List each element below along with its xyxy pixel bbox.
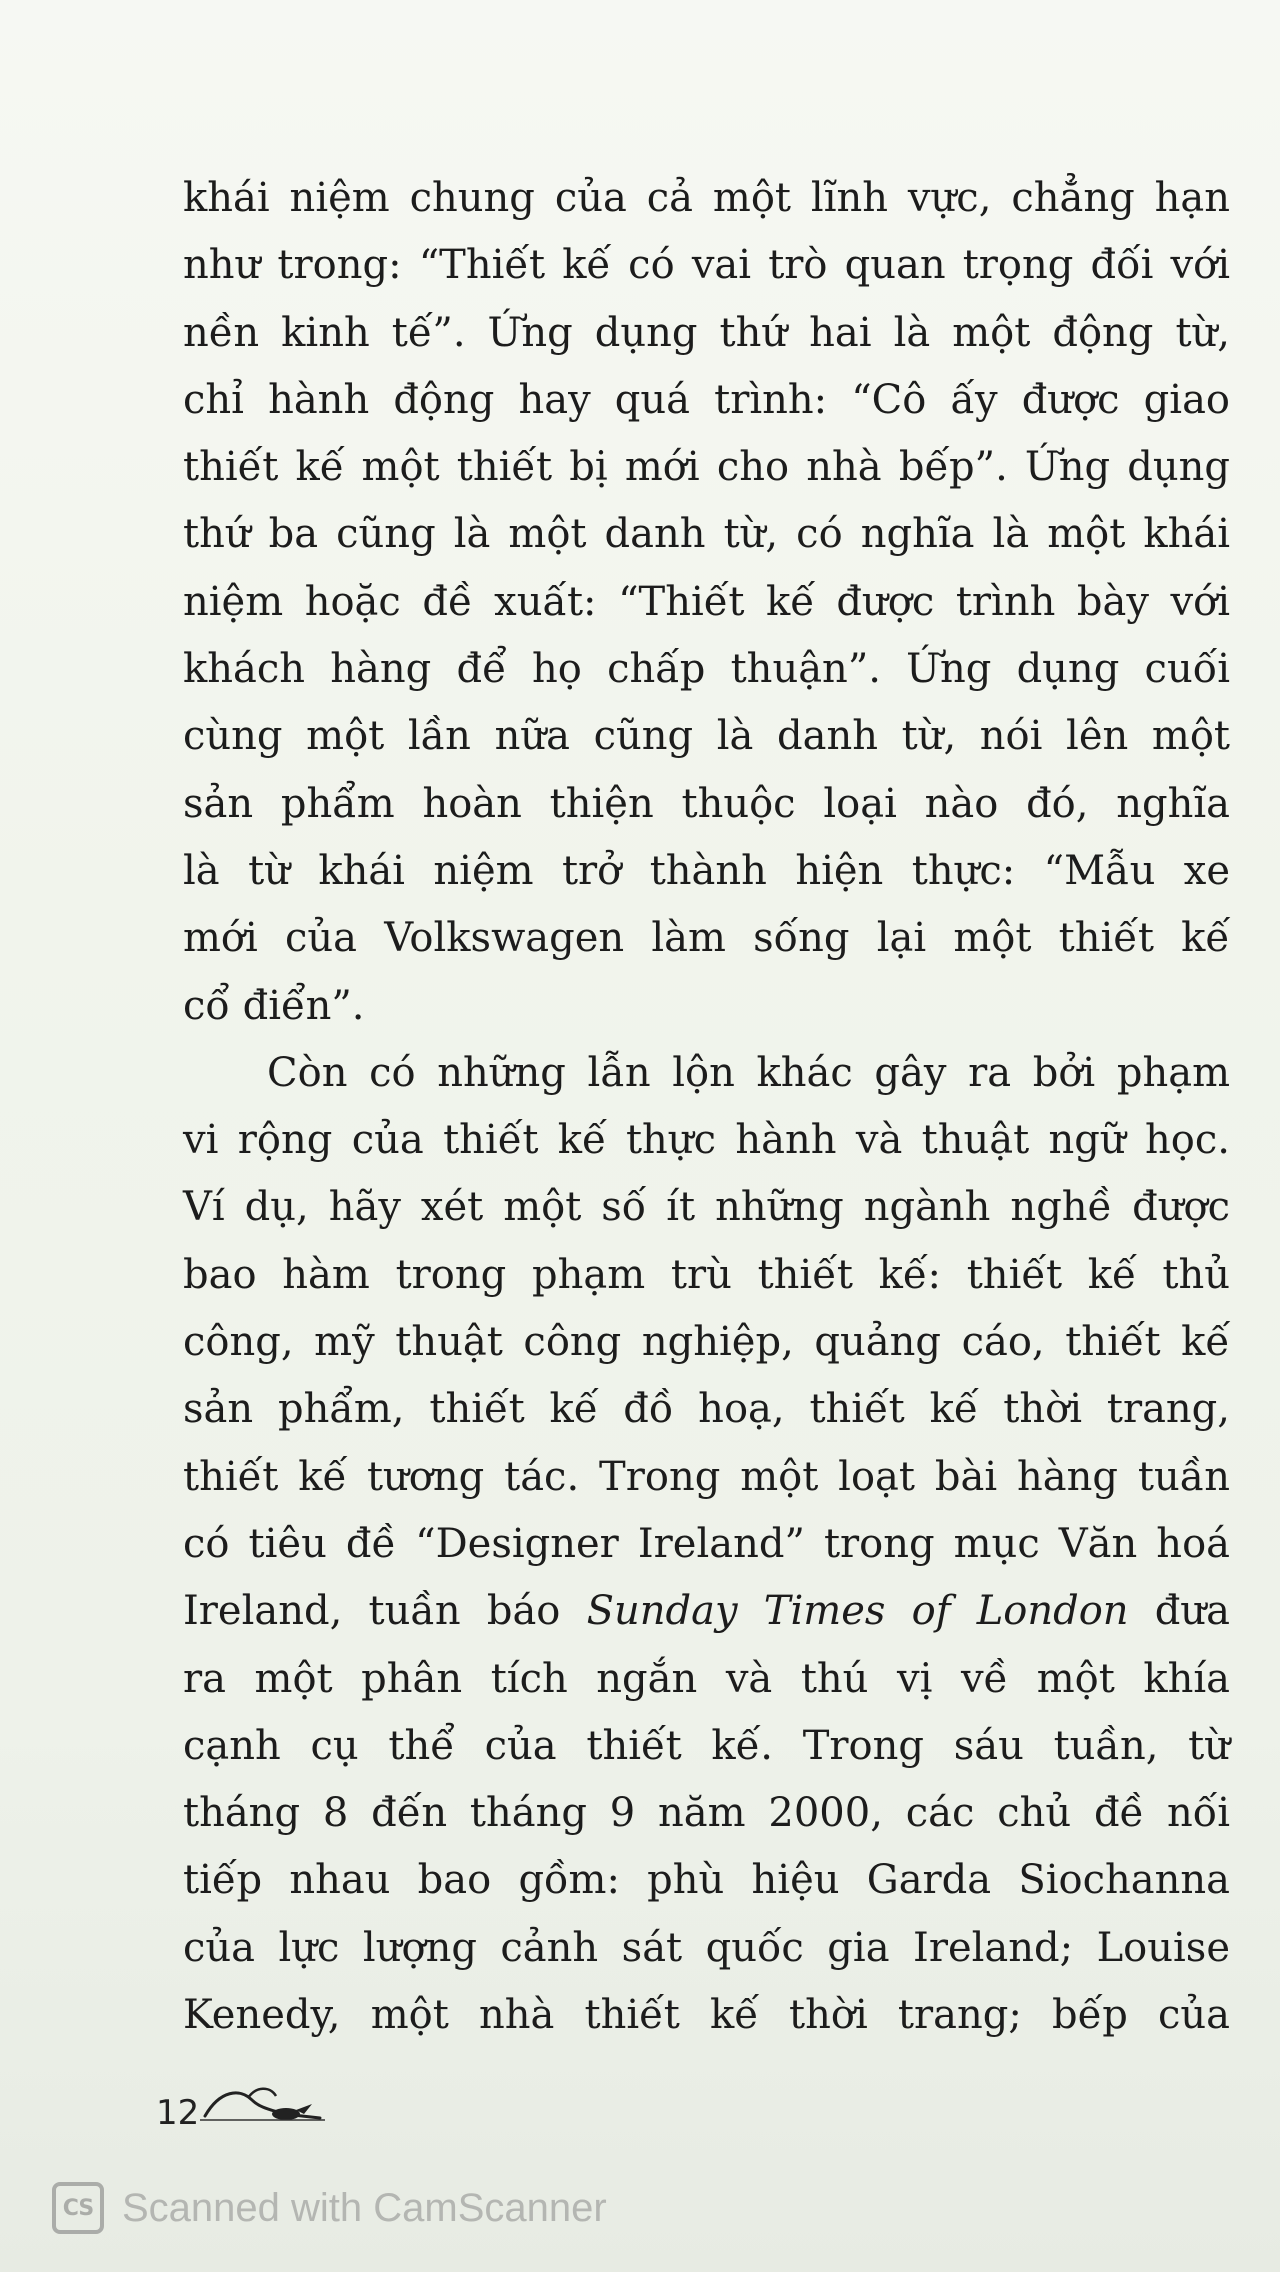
- text-line-paragraph-start: Còn có những lẫn lộn khác gây ra bởi phạm: [267, 1049, 1230, 1096]
- text-line: bao hàm trong phạm trù thiết kế: thiết kế thủ: [183, 1251, 1230, 1298]
- text-line: thiết kế một thiết bị mới cho nhà bếp”. Ứng dụng: [183, 444, 1230, 491]
- camscanner-logo-icon: CS: [52, 2182, 104, 2234]
- text-line: khách hàng để họ chấp thuận”. Ứng dụng cuối: [183, 646, 1230, 693]
- body-text: [183, 165, 1230, 2049]
- text-line: chỉ hành động hay quá trình: “Cô ấy được giao: [183, 376, 1230, 423]
- text-line-paragraph-end: cổ điển”.: [183, 982, 365, 1029]
- text-line: của lực lượng cảnh sát quốc gia Ireland; Louise: [183, 1924, 1230, 1971]
- text-line: Ví dụ, hãy xét một số ít những ngành nghề được: [183, 1184, 1230, 1231]
- text-line: mới của Volkswagen làm sống lại một thiết kế: [183, 915, 1230, 962]
- text-line: Kenedy, một nhà thiết kế thời trang; bếp của: [183, 1992, 1230, 2039]
- text-line: nền kinh tế”. Ứng dụng thứ hai là một động từ,: [183, 309, 1230, 356]
- text-line: tháng 8 đến tháng 9 năm 2000, các chủ đề nối: [183, 1790, 1230, 1837]
- watermark-text: Scanned with CamScanner: [122, 2185, 607, 2230]
- text-line: công, mỹ thuật công nghiệp, quảng cáo, thiết kế: [183, 1319, 1230, 1366]
- text-line: khái niệm chung của cả một lĩnh vực, chẳng hạn: [183, 175, 1230, 221]
- camscanner-watermark: [52, 2178, 607, 2238]
- text-line: ra một phân tích ngắn và thú vị về một khía: [183, 1655, 1230, 1702]
- text-segment: Ireland, tuần báo: [183, 1588, 587, 1635]
- text-line: sản phẩm, thiết kế đồ hoạ, thiết kế thời trang,: [183, 1386, 1230, 1433]
- text-line-with-italic: [183, 1578, 1230, 1645]
- text-line: thứ ba cũng là một danh từ, có nghĩa là một khái: [183, 511, 1230, 558]
- page-number: 12: [156, 2093, 200, 2133]
- text-line: sản phẩm hoàn thiện thuộc loại nào đó, nghĩa: [183, 780, 1230, 827]
- text-segment: đưa: [1128, 1588, 1231, 1635]
- text-line: thiết kế tương tác. Trong một loạt bài hàng tuần: [183, 1453, 1230, 1500]
- bird-ornament-icon: [200, 2080, 330, 2130]
- text-line: vi rộng của thiết kế thực hành và thuật ngữ học.: [183, 1117, 1230, 1164]
- text-line: cạnh cụ thể của thiết kế. Trong sáu tuần, từ: [183, 1722, 1230, 1769]
- text-line: niệm hoặc đề xuất: “Thiết kế được trình bày với: [183, 578, 1230, 625]
- text-line: tiếp nhau bao gồm: phù hiệu Garda Siochanna: [183, 1857, 1230, 1904]
- text-line: như trong: “Thiết kế có vai trò quan trọng đối với: [183, 242, 1230, 289]
- publication-title: Sunday Times of London: [586, 1588, 1129, 1635]
- text-line: là từ khái niệm trở thành hiện thực: “Mẫu xe: [183, 847, 1230, 894]
- text-line: có tiêu đề “Designer Ireland” trong mục Văn hoá: [183, 1520, 1230, 1567]
- text-line: cùng một lần nữa cũng là danh từ, nói lên một: [183, 713, 1230, 760]
